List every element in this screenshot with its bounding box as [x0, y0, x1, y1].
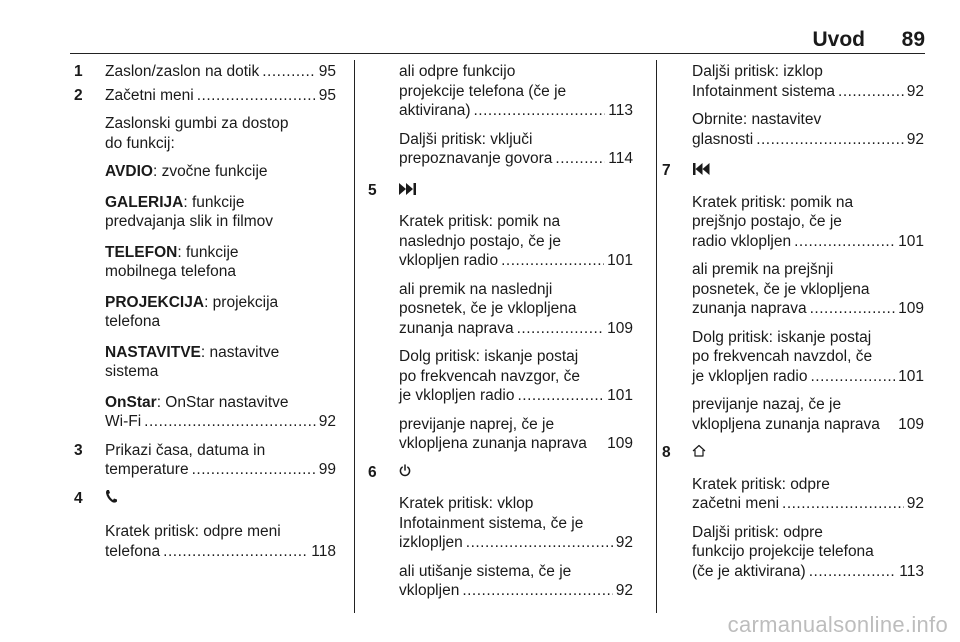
text-line: Zaslonski gumbi za dostop	[105, 115, 289, 132]
item-number: 7	[662, 162, 671, 179]
text-line: posnetek, če je vklopljena	[692, 280, 870, 298]
text-line: ali premik na prejšnji	[692, 261, 834, 278]
item-number: 5	[368, 181, 377, 199]
text-line: : projekcija	[204, 293, 279, 311]
item-number: 2	[74, 86, 83, 104]
header-rule	[70, 53, 925, 54]
previous-track-icon	[692, 162, 710, 179]
power-off-entry	[692, 62, 924, 101]
home-icon	[692, 444, 706, 461]
next-track-entry	[399, 280, 633, 339]
keyword: GALERIJA	[105, 193, 184, 211]
home-long-press	[692, 523, 924, 582]
entry-text: Začetni meni	[105, 86, 194, 104]
item-number: 4	[74, 489, 83, 507]
keyword: TELEFON	[105, 243, 178, 261]
page-ref[interactable]: 95	[318, 63, 336, 80]
projekcija-entry	[105, 293, 336, 332]
fast-forward-entry	[399, 415, 633, 454]
page-ref[interactable]: 109	[898, 415, 924, 433]
page-ref[interactable]: 113	[608, 102, 633, 119]
text-line: temperature	[105, 461, 189, 478]
page-ref[interactable]: 92	[615, 582, 633, 599]
text-line: naslednjo postajo, če je	[399, 232, 562, 250]
phone-icon	[105, 492, 117, 509]
page-ref[interactable]: 113	[899, 562, 924, 580]
page-number: 89	[901, 28, 925, 51]
volume-entry	[692, 110, 924, 149]
watermark: carmanualsonline.info	[727, 612, 948, 637]
keyword: OnStar	[105, 393, 157, 411]
page-ref[interactable]: 101	[898, 232, 924, 250]
home-short-press	[692, 475, 924, 514]
onstar-entry	[105, 393, 336, 432]
text-line: prejšnjo postajo, če je	[692, 213, 842, 230]
item-number: 6	[368, 463, 377, 481]
text-line: Daljši pritisk: izklop	[692, 63, 823, 80]
text-line: Kratek pritisk: pomik na	[399, 213, 561, 230]
page-ref[interactable]: 92	[906, 495, 924, 512]
text-line: : nastavitve	[200, 343, 280, 361]
text-line: izklopljen	[399, 534, 463, 551]
text-line: je vklopljen radio	[399, 387, 515, 404]
page-ref[interactable]: 114	[608, 150, 633, 167]
text-line: ali utišanje sistema, če je	[399, 562, 572, 580]
text-line: previjanje naprej, če je	[399, 415, 555, 433]
text-line: (če je aktivirana)	[692, 562, 806, 580]
page-ref[interactable]: 99	[318, 461, 336, 478]
mute-entry	[399, 562, 633, 601]
prev-track-entry	[692, 260, 924, 319]
text-line: Infotainment sistema	[692, 82, 836, 100]
section-title: Uvod	[812, 28, 865, 51]
column-divider-2	[656, 60, 657, 613]
text-line: Dolg pritisk: iskanje postaj	[399, 348, 579, 365]
text-line: ali premik na naslednji	[399, 280, 553, 298]
text-line: vklopljena zunanja naprava	[692, 415, 880, 433]
text-line: Prikazi časa, datuma in	[105, 441, 266, 459]
column-1	[74, 62, 336, 570]
seek-up-entry	[399, 347, 633, 406]
page-ref[interactable]: 101	[607, 252, 633, 269]
page-ref[interactable]: 109	[607, 319, 633, 337]
text-line: Infotainment sistema, če je	[399, 514, 584, 532]
page-header	[70, 28, 925, 54]
page-ref[interactable]: 109	[607, 435, 633, 452]
column-3	[662, 62, 924, 590]
text-line: predvajanja slik in filmov	[105, 213, 273, 230]
screen-buttons-intro	[105, 114, 336, 153]
index-entry-5	[368, 181, 633, 201]
index-entry-4	[74, 489, 336, 511]
text-line: sistema	[105, 363, 159, 380]
index-entry-7	[662, 161, 924, 181]
projection-entry	[399, 62, 633, 121]
text-line: : OnStar nastavitve	[156, 393, 289, 411]
next-track-icon	[399, 182, 417, 199]
seek-down-entry	[692, 328, 924, 387]
text-line: Obrnite: nastavitev	[692, 111, 822, 128]
text-line: začetni meni	[692, 495, 780, 512]
item-number: 1	[74, 63, 83, 80]
index-entry-2	[74, 86, 336, 106]
text-line: aktivirana)	[399, 102, 471, 119]
text-line: Kratek pritisk: pomik na	[692, 193, 854, 211]
text-line: po frekvencah navzdol, če	[692, 348, 873, 365]
item-number: 8	[662, 444, 671, 461]
avdio-entry	[105, 162, 336, 182]
index-entry-6	[368, 463, 633, 483]
text-line: funkcijo projekcije telefona	[692, 543, 874, 560]
text-line: : funkcije	[183, 193, 245, 211]
next-short-press	[399, 212, 633, 271]
index-entry-8	[662, 443, 924, 463]
page-ref[interactable]: 101	[607, 387, 633, 404]
page-ref[interactable]: 92	[318, 413, 336, 430]
column-divider-1	[354, 60, 355, 613]
column-2	[368, 62, 633, 610]
text-line: mobilnega telefona	[105, 263, 236, 280]
text-line: Daljši pritisk: odpre	[692, 523, 823, 541]
text-line: Kratek pritisk: odpre meni	[105, 523, 281, 540]
nastavitve-entry	[105, 343, 336, 382]
text-line: prepoznavanje govora	[399, 150, 553, 167]
keyword: PROJEKCIJA	[105, 293, 205, 311]
voice-entry	[399, 130, 633, 169]
index-entry-3	[74, 441, 336, 480]
keyword: NASTAVITVE	[105, 343, 201, 361]
power-short-press	[399, 494, 633, 553]
page-ref[interactable]: 92	[906, 130, 924, 148]
text-line: do funkcij:	[105, 134, 175, 152]
entry-text: Zaslon/zaslon na dotik	[105, 63, 260, 80]
page-ref[interactable]: 95	[318, 86, 336, 104]
telefon-entry	[105, 243, 336, 282]
page-ref[interactable]: 109	[898, 300, 924, 317]
text-line: glasnosti	[692, 130, 754, 148]
text-line: zunanja naprava	[399, 319, 514, 337]
rewind-entry	[692, 395, 924, 434]
text-line: posnetek, če je vklopljena	[399, 300, 577, 317]
text-line: Wi-Fi	[105, 413, 142, 430]
text-line: vklopljena zunanja naprava	[399, 435, 587, 452]
text-line: po frekvencah navzgor, če	[399, 367, 580, 385]
text-line: Dolg pritisk: iskanje postaj	[692, 328, 872, 346]
text-line: projekcije telefona (če je	[399, 82, 567, 100]
text-line: vklopljen radio	[399, 252, 499, 269]
keyword: AVDIO	[105, 163, 153, 180]
text-line: : funkcije	[177, 243, 239, 261]
index-entry-1	[74, 62, 336, 82]
text-line: vklopljen	[399, 582, 460, 599]
item-number: 3	[74, 441, 83, 459]
galerija-entry	[105, 193, 336, 232]
page-ref[interactable]: 92	[906, 82, 924, 100]
phone-button-description	[105, 522, 336, 561]
text-line: telefona	[105, 542, 161, 560]
page-ref[interactable]: 92	[615, 534, 633, 551]
text-line: : zvočne funkcije	[152, 163, 268, 180]
text-line: previjanje nazaj, če je	[692, 396, 842, 413]
power-icon	[399, 464, 411, 481]
text-line: telefona	[105, 313, 161, 330]
page-ref[interactable]: 118	[311, 542, 336, 560]
text-line: Daljši pritisk: vključi	[399, 130, 533, 148]
prev-short-press	[692, 193, 924, 252]
text-line: Kratek pritisk: vklop	[399, 495, 534, 512]
page-ref[interactable]: 101	[898, 367, 924, 385]
text-line: zunanja naprava	[692, 300, 807, 317]
text-line: ali odpre funkcijo	[399, 63, 516, 80]
text-line: radio vklopljen	[692, 232, 792, 250]
text-line: je vklopljen radio	[692, 367, 808, 385]
text-line: Kratek pritisk: odpre	[692, 475, 830, 493]
